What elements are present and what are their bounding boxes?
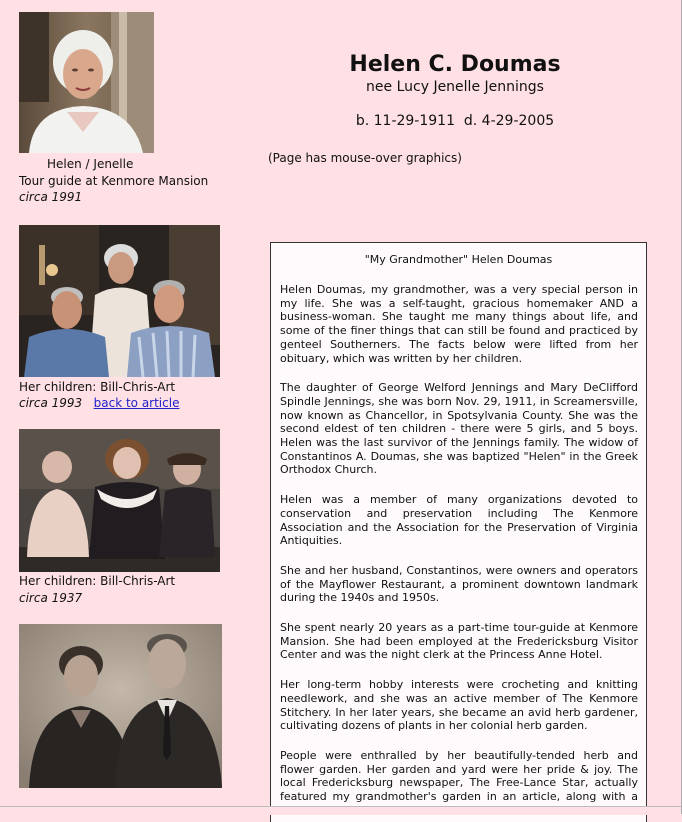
article-box[interactable] [270, 242, 647, 822]
photo-children-1937[interactable] [19, 429, 220, 572]
page-title: Helen C. Doumas [349, 52, 561, 77]
portrait-image [19, 12, 154, 153]
couple-image [19, 624, 222, 788]
life-dates: b. 11-29-1911 d. 4-29-2005 [355, 113, 555, 129]
photo1-caption-line1: Helen / Jenelle [47, 157, 134, 171]
back-to-article-link[interactable]: back to article [93, 396, 180, 410]
photo2-caption-date: circa 1993 [19, 396, 83, 410]
article-heading: "My Grandmother" Helen Doumas [364, 253, 553, 266]
children-1937-image [19, 429, 220, 572]
article-paragraph: She and her husband, Constantinos, were owners and operators of the Mayflower Restaurant, a prominent downtown landmark during the 1940s and 1950s. [280, 563, 638, 605]
photo3-caption-date: circa 1937 [19, 591, 83, 605]
article-paragraph: The daughter of George Welford Jennings and Mary DeClifford Spindle Jennings, she was born Nov. 29, 1911, in Screamersville, now known as Chancellor, in Spotsylvania County. She was the second eldest of ten children - there were 5 girls, and 5 boys. Helen was the last survivor of the Jennings family. The widow of Constantinos A. Doumas, she was baptized "Helen" in the Greek Orthodox Church. [280, 381, 638, 477]
article-paragraph: Helen Doumas, my grandmother, was a very special person in my life. She was a self-taught, gracious homemaker AND a business-woman. She taught me many things about life, and some of the finer things that can still be found and practiced by genteel Southerners. The facts below were lifted from her obituary, which was written by her children. [280, 283, 638, 365]
photo3-caption-line1: Her children: Bill-Chris-Art [19, 574, 176, 588]
mouseover-note: (Page has mouse-over graphics) [268, 151, 462, 165]
article-paragraph: Her long-term hobby interests were crocheting and knitting needlework, and she was an active member of The Kenmore Stitchery. In her later years, she became an avid herb gardener, cultivating dozens of plants in her colonial herb garden. [280, 678, 638, 733]
photo-couple[interactable] [19, 624, 222, 788]
article-paragraph: Helen was a member of many organizations devoted to conservation and preservation including The Kenmore Association and the Association for the Preservation of Virginia Antiquities. [280, 493, 638, 548]
article-paragraph: She spent nearly 20 years as a part-time tour-guide at Kenmore Mansion. She had been employed at the Fredericksburg Visitor Center and was the night clerk at the Princess Anne Hotel. [280, 621, 638, 662]
children-1993-image [19, 225, 220, 377]
photo1-caption-line2: Tour guide at Kenmore Mansion [19, 174, 209, 188]
photo-helen-portrait[interactable] [19, 12, 154, 153]
article-paragraph: People were enthralled by her beautifully-tended herb and flower garden. Her garden and yard were her pride & joy. The local Fredericksburg newspaper, The Free-Lance Star, actually featured my grandmother's garden in an article, along with a [280, 748, 638, 804]
photo1-caption-date: circa 1991 [19, 190, 83, 204]
photo-children-1993[interactable] [19, 225, 220, 377]
photo2-caption-row [19, 395, 179, 411]
maiden-name: nee Lucy Jenelle Jennings [366, 79, 544, 95]
photo2-caption-line1: Her children: Bill-Chris-Art [19, 380, 176, 394]
